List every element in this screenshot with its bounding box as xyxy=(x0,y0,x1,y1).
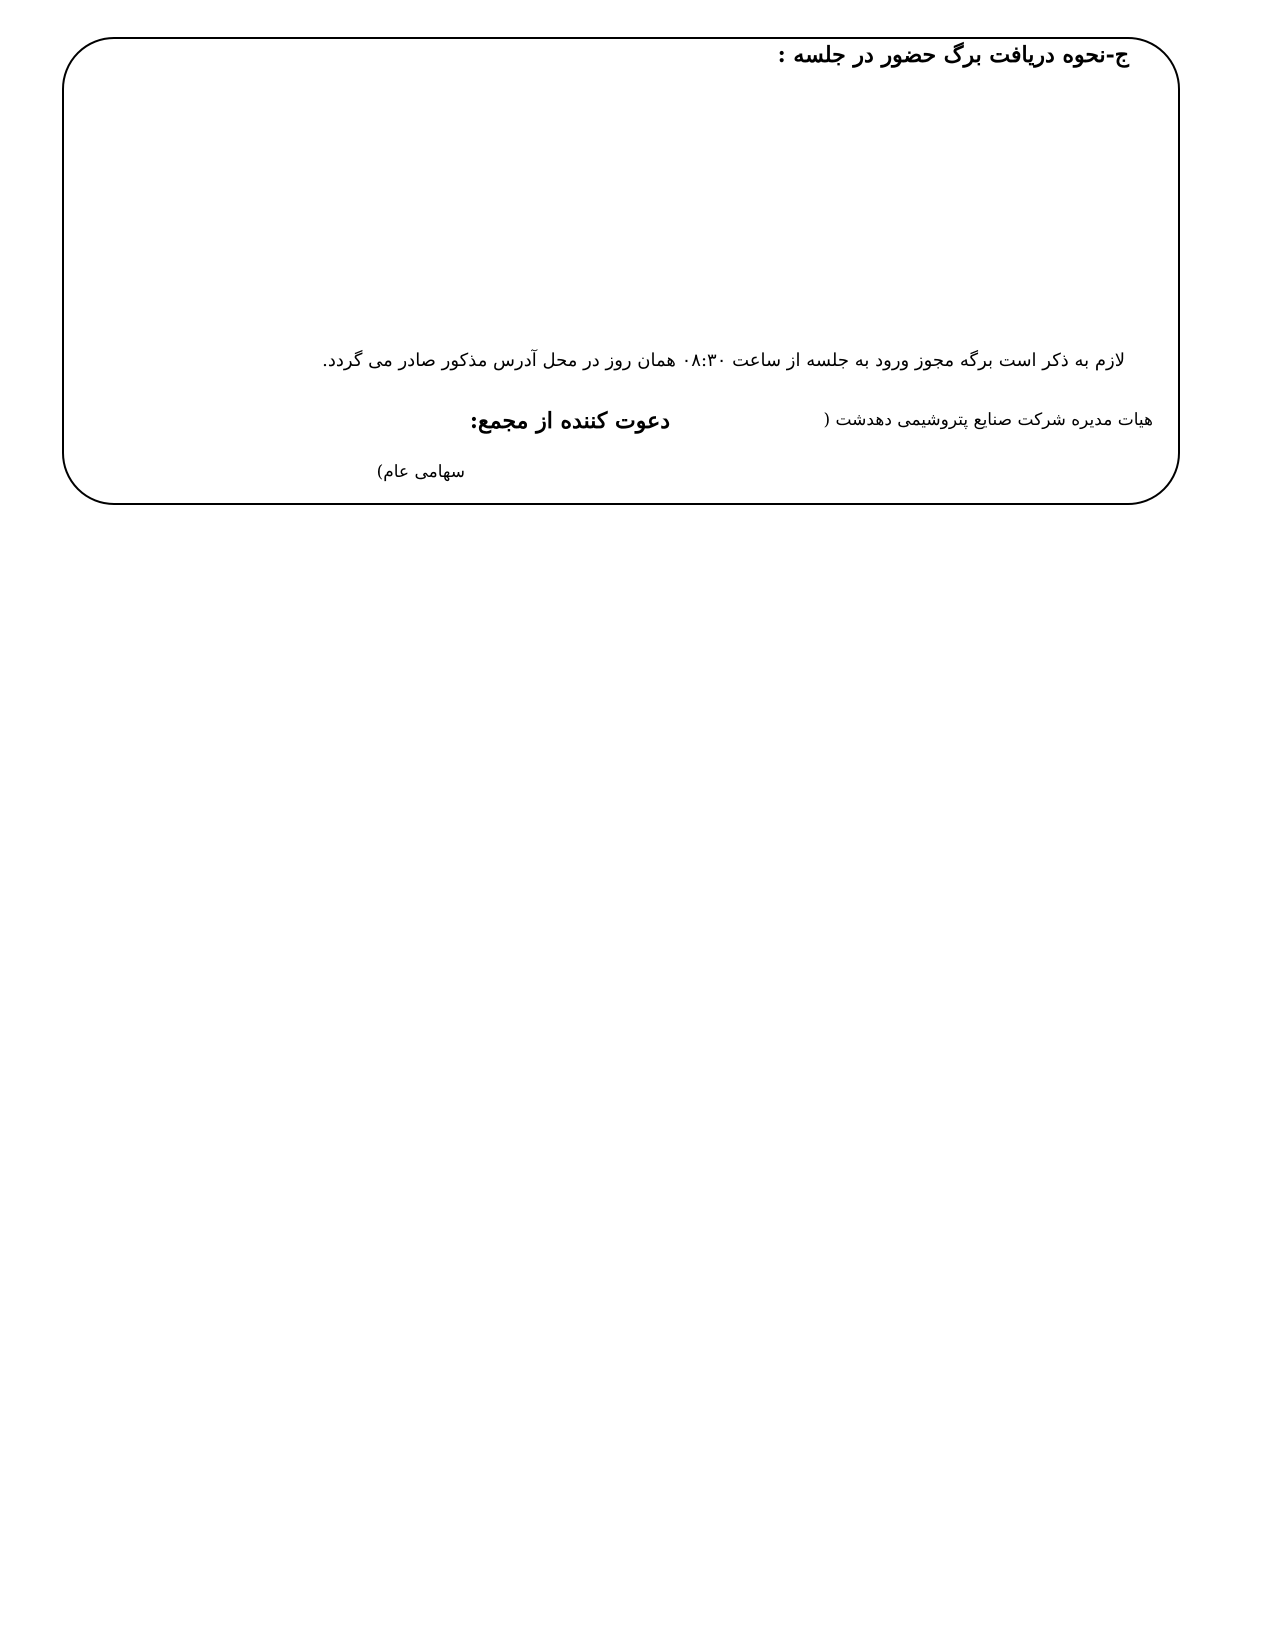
inviter-name-suffix: سهامی عام) xyxy=(376,462,465,482)
section-heading: ج-نحوه دریافت برگ حضور در جلسه : xyxy=(777,42,1129,68)
section-frame xyxy=(62,37,1180,505)
inviter-name: هیات مدیره شرکت صنایع پتروشیمی دهدشت ( xyxy=(823,410,1153,430)
inviter-label: دعوت کننده از مجمع: xyxy=(469,408,670,434)
attendance-note: لازم به ذکر است برگه مجوز ورود به جلسه از ساعت ۰۸:۳۰ همان روز در محل آدرس مذکور صادر می گردد. xyxy=(322,350,1125,371)
